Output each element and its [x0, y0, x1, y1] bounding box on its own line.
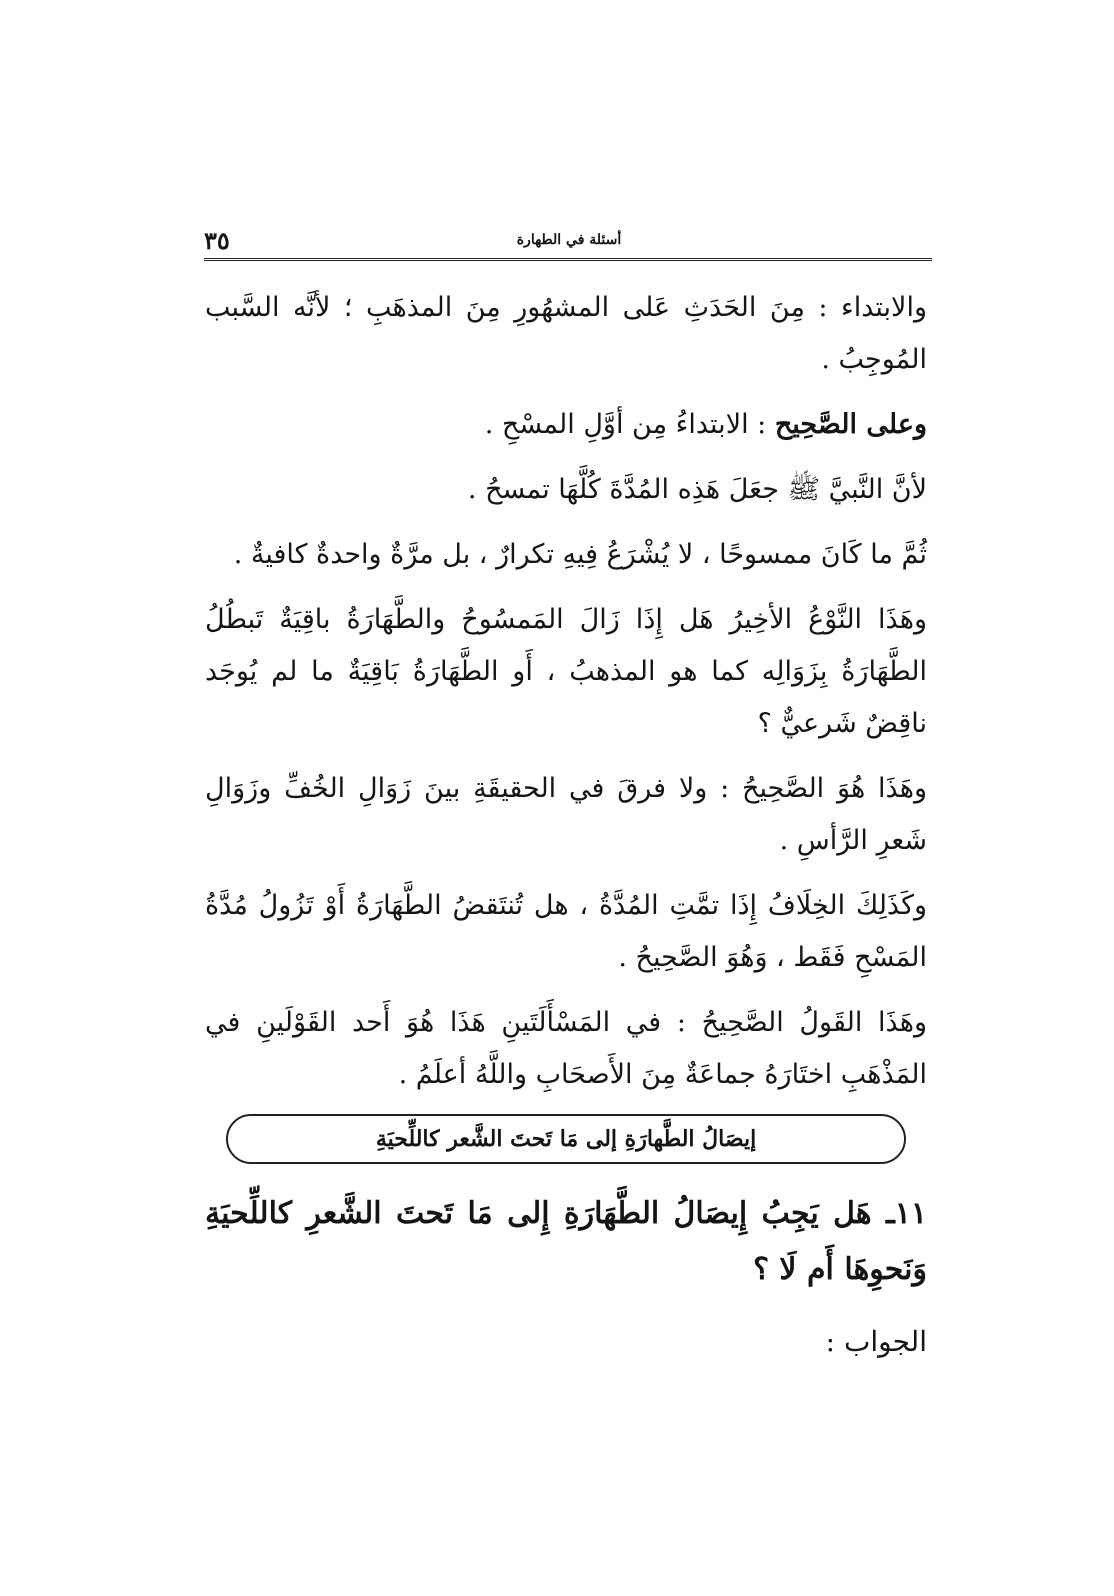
- paragraph: [205, 594, 927, 750]
- paragraph: [205, 763, 927, 867]
- question-11: ١١ـ هَل يَجِبُ إِيصَالُ الطَّهَارَةِ إِلى مَا تَحتَ الشَّعرِ كاللِّحيَةِ وَنَحوِهَا أَم لَا ؟: [205, 1196, 927, 1287]
- header-divider: [204, 258, 932, 261]
- paragraph-text: : الابتداءُ مِن أوَّلِ المسْحِ .: [484, 409, 775, 440]
- paragraph: [205, 399, 927, 451]
- paragraph-lead: وعلى الصَّحِيح: [774, 409, 927, 440]
- section-heading-box: [226, 1114, 906, 1164]
- paragraph-text: لأنَّ النَّبيَّ ﷺ جعَلَ هَذِه المُدَّةَ كُلَّهَا تمسحُ .: [467, 474, 927, 505]
- section-heading: إيصَالُ الطَّهارَةِ إلى مَا تَحتَ الشَّعر كاللِّحيَةِ: [375, 1126, 757, 1152]
- paragraph: [205, 997, 927, 1101]
- paragraph-text: وهَذَا هُوَ الصَّحِيحُ : ولا فرقَ في الحقيقَةِ بينَ زَوَالِ الخُفِّ وزَوَالِ شَعرِ الرَّأسِ .: [205, 773, 927, 856]
- paragraph-text: ثُمَّ ما كَانَ ممسوحًا ، لا يُشْرَعُ فِيهِ تكرارٌ ، بل مرَّةٌ واحدةٌ كافيةٌ .: [233, 539, 927, 570]
- paragraph-text: والابتداء : مِنَ الحَدَثِ عَلى المشهُورِ مِنَ المذهَبِ ؛ لأنَّه السَّبب المُوجِبُ .: [205, 292, 927, 375]
- paragraph-text: وهَذَا النَّوْعُ الأخِيرُ هَل إِذَا زَالَ المَمسُوحُ والطَّهَارَةُ باقِيَةٌ تَبطُلُ الطَّهَارَةُ بِزَوَالِه كما هو المذهبُ ، أَو الطَّهَارَةُ بَاقِيَةٌ ما لم يُوجَد ناقِضٌ شَرعيٌّ ؟: [205, 604, 927, 739]
- running-header: [204, 226, 932, 256]
- answer-label: الجواب :: [825, 1325, 927, 1358]
- paragraph: [205, 282, 927, 386]
- paragraph: [205, 464, 927, 516]
- paragraph-text: وهَذَا القَولُ الصَّحِيحُ : في المَسْأَلَتَينِ هَذَا هُوَ أَحد القَوْلَينِ في المَذْهَبِ اختَارَهُ جماعَةٌ مِنَ الأَصحَابِ واللَّهُ أعلَمُ .: [205, 1007, 927, 1090]
- paragraph: [205, 529, 927, 581]
- paragraph: [205, 880, 927, 984]
- paragraph-text: وكَذَلِكَ الخِلَافُ إِذَا تمَّتِ المُدَّةُ ، هل تُنتَقضُ الطَّهَارَةُ أَوْ تَزُولُ مُدَّةُ المَسْحِ فَقَط ، وَهُوَ الصَّحِيحُ .: [205, 890, 927, 973]
- running-title: أسئلة في الطهارة: [516, 232, 622, 248]
- page-number: ٣٥: [204, 226, 230, 255]
- body-text: [205, 282, 927, 1368]
